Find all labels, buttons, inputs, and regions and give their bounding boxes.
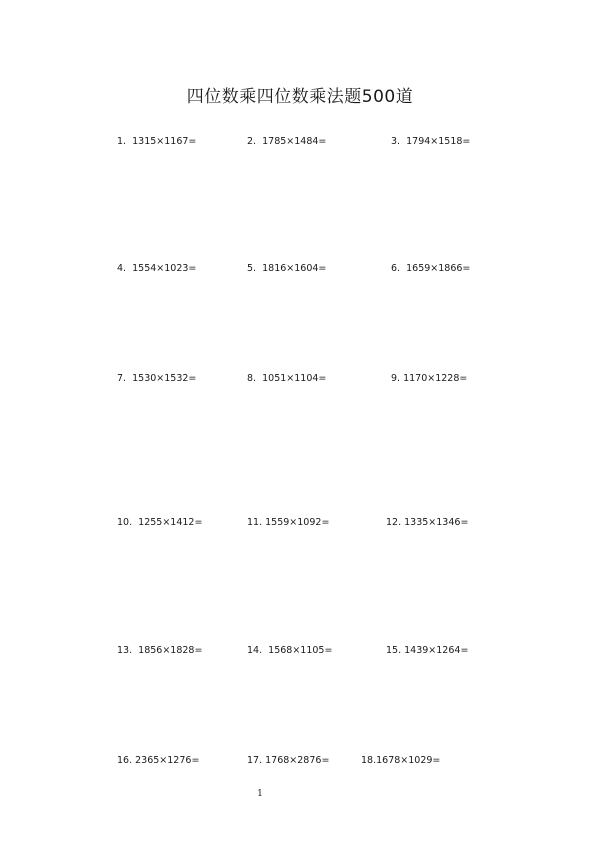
problem-3: 3. 1794×1518=: [391, 136, 471, 147]
problem-11: 11. 1559×1092=: [247, 517, 330, 528]
problem-17: 17. 1768×2876=: [247, 755, 330, 766]
page-number: 1: [257, 789, 263, 799]
problem-13: 13. 1856×1828=: [117, 645, 203, 656]
problem-4: 4. 1554×1023=: [117, 263, 197, 274]
problem-12: 12. 1335×1346=: [386, 517, 469, 528]
problem-14: 14. 1568×1105=: [247, 645, 333, 656]
problem-5: 5. 1816×1604=: [247, 263, 327, 274]
problem-15: 15. 1439×1264=: [386, 645, 469, 656]
problem-8: 8. 1051×1104=: [247, 373, 327, 384]
problem-9: 9. 1170×1228=: [391, 373, 468, 384]
problem-2: 2. 1785×1484=: [247, 136, 327, 147]
problem-16: 16. 2365×1276=: [117, 755, 200, 766]
problem-18: 18.1678×1029=: [361, 755, 441, 766]
problem-7: 7. 1530×1532=: [117, 373, 197, 384]
problem-1: 1. 1315×1167=: [117, 136, 197, 147]
page-title: 四位数乘四位数乘法题500道: [186, 87, 414, 107]
problem-6: 6. 1659×1866=: [391, 263, 471, 274]
problem-10: 10. 1255×1412=: [117, 517, 203, 528]
